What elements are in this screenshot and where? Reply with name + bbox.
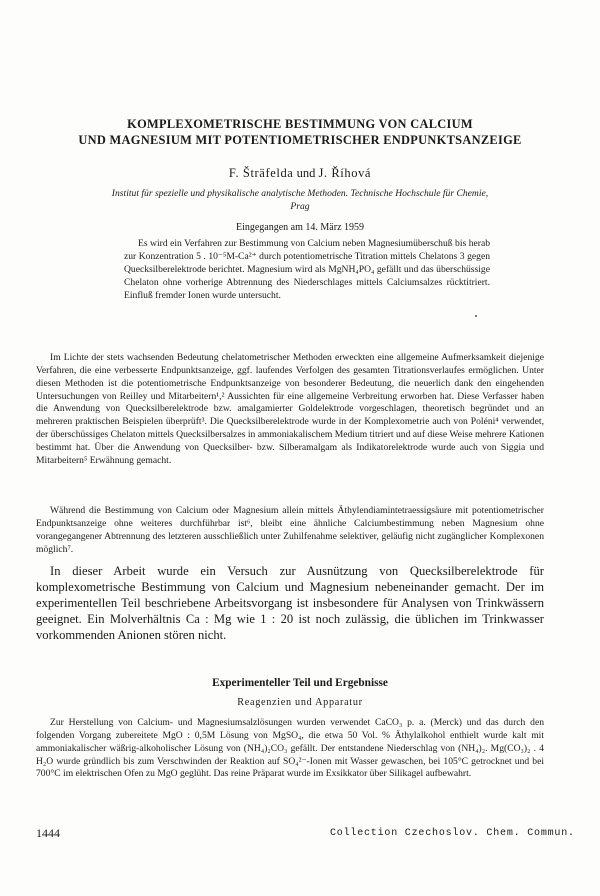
- stray-mark: [475, 315, 477, 317]
- page-number: 1444: [36, 826, 60, 840]
- institute-affiliation: [40, 188, 560, 213]
- title-line-1: KOMPLEXOMETRISCHE BESTIMMUNG VON CALCIUM: [127, 117, 473, 131]
- reagents-paragraph: Zur Herstellung von Calcium- und Magnesiumsalzlösungen wurden verwendet CaCO₃ p. a. (Merck) und das durch den folgenden Vorgang zubereitete MgO : 0,5M Lösung von MgSO₄, die etwa 50 Vol. % Äthylalkohol enthielt wurde kalt mit ammoniakalischer wäßrig-alkoholischer Lösung von (NH₄)₂CO₃ gefällt. Der entstandene Niederschlag von (NH₄)₂. Mg(CO₃)₂ . 4 H₂O wurde gründlich bis zum Verschwinden der Reaktion auf SO₄²⁻-Ionen mit Wasser gewaschen, bei 105°C getrocknet und bei 700°C im elektrischen Ofen zu MgO geglüht. Das reine Präparat wurde im Exsikkator über Silikagel aufbewahrt.: [36, 717, 544, 780]
- section-heading: Experimenteller Teil und Ergebnisse: [212, 677, 388, 689]
- institute-line-2: Prag: [290, 200, 310, 212]
- author-2: J. Říhová: [318, 166, 372, 180]
- institute-line-1: Institut für spezielle und physikalische analytische Methoden. Technische Hochschule für Chemie,: [111, 188, 489, 199]
- abstract-paragraph: Es wird ein Verfahren zur Bestimmung von Calcium neben Magnesiumüberschuß bis herab zur Konzentration 5 . 10⁻⁵M-Ca²⁺ durch potentiometrische Titration mittels Chelatons 3 gegen Quecksilberelektrode berichtet. Magnesium wird als MgNH₄PO₄ gefällt und das überschüssige Chelaton ohne vorherige Abtrennung des Niederschlages mittels Calciumsalzes rücktitriert. Einfluß fremder Ionen wurde untersucht.: [124, 238, 490, 301]
- intro-paragraph-1: Im Lichte der stets wachsenden Bedeutung chelatometrischer Methoden erweckten eine allgemeine Aufmerksamkeit diejenige Verfahren, die eine verbesserte Endpunktsanzeige, ggf. laufendes Verfolgen des gesamten Titrationsverlaufes ermöglichen. Unter diesen Methoden ist die potentiometrische Endpunktsanzeige von besonderer Bedeutung, die neuerlich dank den eingehenden Untersuchungen von Reilley und Mitarbeitern¹,² Aussichten für eine allgemeine Verbreitung erworben hat. Diese Verfasser haben die Anwendung von Quecksilberelektrode bzw. amalgamierter Goldelektrode vorgeschlagen, theoretisch begründet und an mehreren praktischen Beispielen überprüft³. Die Quecksilberelektrode wurde in der Komplexometrie auch von Poléni⁴ verwendet, der überschüssiges Chelaton mittels Quecksilbersalzes in ammoniakalischem Medium titriert und auf diese Weise mehrere Kationen bestimmt hat. Über die Anwendung von Quecksilber- bzw. Silberamalgam als Indikatorelektrode wurde auch von Siggia und Mitarbeitern⁵ Erwähnung gemacht.: [36, 352, 544, 466]
- subsection-heading: Reagenzien und Apparatur: [237, 697, 363, 708]
- author-line: [0, 166, 600, 181]
- title-line-2: UND MAGNESIUM MIT POTENTIOMETRISCHER ENDPUNKTSANZEIGE: [78, 133, 522, 147]
- received-date: Eingegangen am 14. März 1959: [235, 222, 365, 233]
- article-title: [40, 116, 560, 148]
- author-conjunction: und: [293, 166, 319, 180]
- author-1: F. Šträfelda: [228, 166, 294, 180]
- aim-paragraph: In dieser Arbeit wurde ein Versuch zur Ausnützung von Quecksilberelektrode für komplexometrische Bestimmung von Calcium und Magnesium nebeneinander gemacht. Der im experimentellen Teil beschriebene Arbeitsvorgang ist insbesondere für Analysen von Trinkwässern geeignet. Ein Molverhältnis Ca : Mg wie 1 : 20 ist noch zulässig, die üblichen im Trinkwasser vorkommenden Anionen stören nicht.: [36, 564, 544, 643]
- journal-name: Collection Czechoslov. Chem. Commun.: [330, 828, 575, 839]
- intro-paragraph-2: Während die Bestimmung von Calcium oder Magnesium allein mittels Äthylendiamintetraessigsäure mit potentiometrischer Endpunktsanzeige ohne weiteres durchführbar ist⁶, bleibt eine ähnliche Calciumbestimmung neben Magnesium ohne vorangegangener Abtrennung des letzteren ausschließlich unter Zuhilfenahme selektiver, geläufig nicht zugänglicher Komplexonen möglich⁷.: [36, 505, 544, 555]
